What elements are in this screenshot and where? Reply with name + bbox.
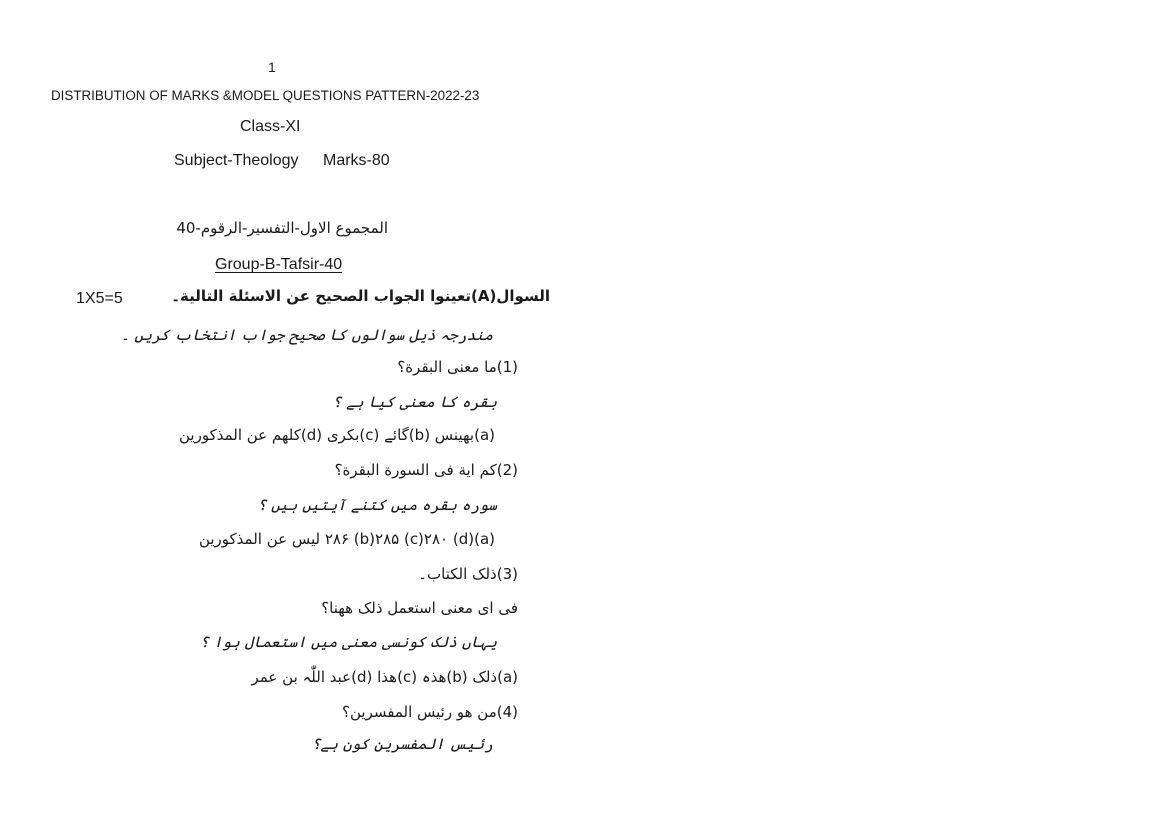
question-3-options: (a)ذلک (b)ھذہ (c)ھذا (d)عبد اللّٰہ بن عمر bbox=[251, 668, 518, 686]
class-label: Class-XI bbox=[240, 118, 301, 135]
question-1-urdu: بقرہ کا معنی کیا ہے ؟ bbox=[332, 393, 497, 411]
subject-label: Subject-Theology bbox=[174, 152, 299, 169]
question-2-arabic: (2)کم ایة فی السورة البقرة؟ bbox=[334, 461, 518, 479]
instruction-urdu: مندرجہ ذیل سوالوں کا صحیح جواب انتخاب کریں ۔ bbox=[120, 326, 493, 344]
question-3-arabic-2: فی ای معنی استعمل ذلک ھھنا؟ bbox=[321, 599, 518, 617]
question-1-options: (a)بھینس (b)گائے (c)بکری (d)کلھم عن المذکورین bbox=[178, 426, 495, 444]
group-english-title: Group-B-Tafsir-40 bbox=[215, 256, 343, 273]
document-title: DISTRIBUTION OF MARKS &MODEL QUESTIONS PATTERN-2022-23 bbox=[51, 88, 480, 103]
question-3-arabic: (3)ذلک الکتاب۔ bbox=[418, 565, 518, 583]
question-4-arabic: (4)من ھو رئیس المفسرین؟ bbox=[342, 703, 518, 721]
group-arabic-title: المجموع الاول-التفسير-الرقوم-40 bbox=[176, 219, 388, 237]
question-4-urdu: رئیس المفسرین کون ہے؟ bbox=[311, 735, 493, 753]
section-marks: 1X5=5 bbox=[76, 290, 123, 307]
question-3-urdu: یہاں ذلک کونسی معنی میں استعمال ہوا ؟ bbox=[199, 633, 497, 651]
question-2-options: (a)۲۸۶ (b)۲۸۵ (c)۲۸۰ (d) لیس عن المذکورین bbox=[198, 530, 495, 548]
marks-label: Marks-80 bbox=[323, 152, 390, 169]
instruction-arabic: السوال(A)تعینوا الجواب الصحیح عن الاسئلة التالیة۔ bbox=[171, 287, 550, 305]
question-1-arabic: (1)ما معنی البقرة؟ bbox=[397, 358, 518, 376]
question-2-urdu: سورہ بقرہ میں کتنے آیتیں ہیں ؟ bbox=[257, 496, 497, 514]
page-number: 1 bbox=[268, 59, 276, 75]
